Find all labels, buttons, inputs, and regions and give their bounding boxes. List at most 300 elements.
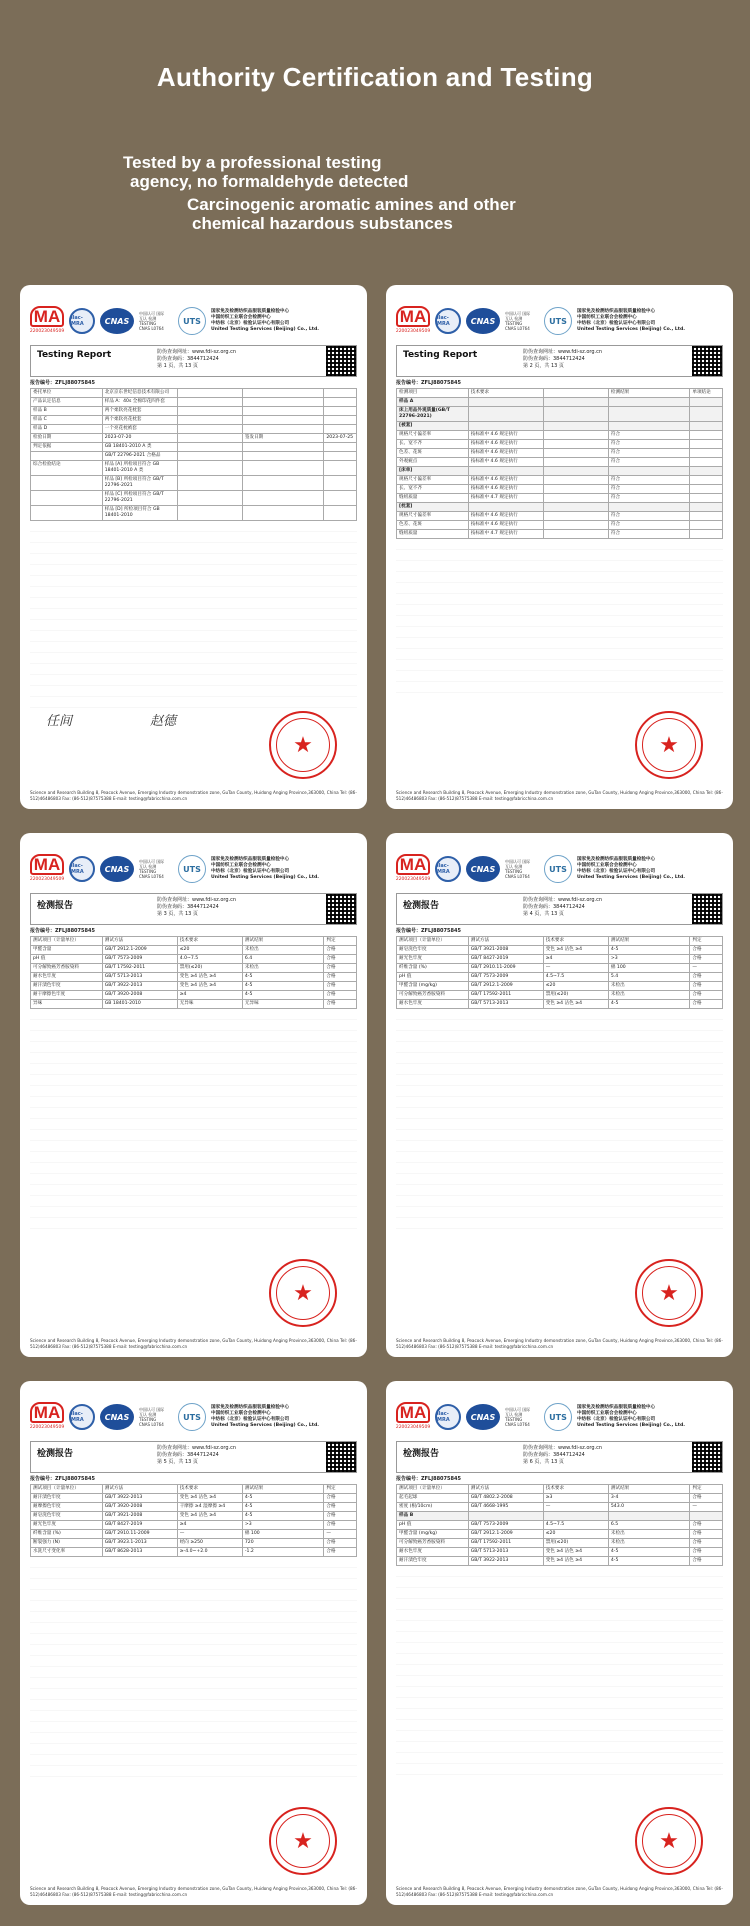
table-cell <box>608 398 690 407</box>
table-cell: GB/T 17592-2011 <box>468 1539 543 1548</box>
table-row <box>397 991 723 1000</box>
test-report-page <box>386 1381 733 1905</box>
table-cell: 符合 <box>608 458 690 467</box>
table-cell: 4-5 <box>608 1557 690 1566</box>
table-cell: 合格 <box>324 1000 357 1009</box>
testing-accreditation-text: 中国认可 国际互认 检测 TESTING CNAS L0764 <box>505 859 531 879</box>
table-cell: pH 值 <box>397 973 469 982</box>
table-cell: 样品 B <box>31 407 103 416</box>
table-cell: GB 18401-2010 A 类 <box>102 443 177 452</box>
table-cell <box>324 491 357 506</box>
table-cell: 按标准中 4.6 规定执行 <box>468 458 543 467</box>
table-row <box>31 1503 357 1512</box>
table-row <box>31 964 357 973</box>
table-cell: 规格尺寸偏差率 <box>397 431 469 440</box>
red-seal-stamp: ★ <box>269 1259 337 1327</box>
table-cell: 4-5 <box>242 991 324 1000</box>
table-cell: 检验日期 <box>31 434 103 443</box>
table-row <box>397 946 723 955</box>
table-cell: 测试方法 <box>468 1485 543 1494</box>
table-cell: ≤20 <box>177 946 242 955</box>
table-row <box>397 398 723 407</box>
results-table <box>30 936 357 1009</box>
table-cell: 合格 <box>324 991 357 1000</box>
table-cell <box>543 512 608 521</box>
table-cell: 合格 <box>324 1539 357 1548</box>
table-row <box>397 530 723 539</box>
table-cell: 测试方法 <box>102 937 177 946</box>
table-cell: 测试项目（计量单位） <box>397 1485 469 1494</box>
red-seal-stamp: ★ <box>635 1807 703 1875</box>
table-cell <box>324 461 357 476</box>
table-cell <box>31 452 103 461</box>
table-cell: 断裂强力 (N) <box>31 1539 103 1548</box>
table-cell <box>177 476 242 491</box>
table-cell: 合格 <box>324 1548 357 1557</box>
table-cell: 未检出 <box>608 1539 690 1548</box>
table-cell <box>177 461 242 476</box>
table-cell <box>543 503 608 512</box>
table-cell: 合格 <box>690 1530 723 1539</box>
table-cell: — <box>543 964 608 973</box>
table-row <box>31 476 357 491</box>
table-cell <box>608 503 690 512</box>
table-cell: 样品 [B] 所检项目符合 GB/T 22796-2021 <box>102 476 177 491</box>
report-footer: Science and Research Building 8, Peacock Avenue, Emerging Industry demonstration zone, GuTan County, Huidong Anging Province,363000, China Tel: (86-512)46486803 Fax: (86-512)87575388 E-mail: testing@fabricchina.com.cn <box>30 1338 357 1349</box>
table-row <box>31 1548 357 1557</box>
red-seal-stamp: ★ <box>269 1807 337 1875</box>
uts-logo: UTS <box>544 855 572 883</box>
table-cell: GB/T 8427-2019 <box>468 955 543 964</box>
report-footer: Science and Research Building 8, Peacock Avenue, Emerging Industry demonstration zone, GuTan County, Huidong Anging Province,363000, China Tel: (86-512)46486803 Fax: (86-512)87575388 E-mail: testing@fabricchina.com.cn <box>396 790 723 801</box>
table-cell: GB/T 4668-1995 <box>468 1503 543 1512</box>
table-cell <box>242 389 324 398</box>
table-cell: 按标准中 4.7 规定执行 <box>468 494 543 503</box>
table-cell: 缝纫质量 <box>397 530 469 539</box>
table-cell: ≥4 <box>543 955 608 964</box>
table-cell: 测试结果 <box>242 1485 324 1494</box>
table-cell: 床上用品外观质量(GB/T 22796-2021) <box>397 407 469 422</box>
table-cell: 检测结果 <box>608 389 690 398</box>
table-cell <box>324 506 357 521</box>
table-cell: 水洗尺寸变化率 <box>31 1548 103 1557</box>
organization-name: 国家免及检测纺织品服装质量检验中心 中国纺织工业联合会检测中心 中纺标（北京）检验认证中心有限公司 United Testing Services (Beijing) Co., Ltd. <box>577 1405 685 1428</box>
table-row <box>31 937 357 946</box>
table-cell: 4.5~7.5 <box>543 1521 608 1530</box>
report-title: Testing Report <box>37 350 112 360</box>
report-header <box>30 345 357 377</box>
table-cell: 签发日期 <box>242 434 324 443</box>
table-cell: 判定 <box>690 937 723 946</box>
table-cell <box>324 476 357 491</box>
testing-accreditation-text: 中国认可 国际互认 检测 TESTING CNAS L0764 <box>505 1407 531 1427</box>
table-cell: 综合检验结论 <box>31 461 103 476</box>
table-cell: 5.4 <box>608 973 690 982</box>
test-report-page <box>20 285 367 809</box>
table-cell: GB/T 3922-2013 <box>102 1494 177 1503</box>
table-cell <box>31 506 103 521</box>
table-row <box>397 449 723 458</box>
table-cell: >3 <box>242 1521 324 1530</box>
table-cell <box>690 449 723 458</box>
table-continuation <box>30 1557 357 1785</box>
table-row <box>397 407 723 422</box>
cnas-logo: CNAS <box>466 856 500 882</box>
table-cell <box>690 503 723 512</box>
table-cell: 6.4 <box>242 955 324 964</box>
table-cell <box>543 530 608 539</box>
table-cell: 干摩擦 ≥4 湿摩擦 ≥4 <box>177 1503 242 1512</box>
table-cell: 耐光色牢度 <box>397 955 469 964</box>
report-header <box>396 893 723 925</box>
table-cell: 合格 <box>690 946 723 955</box>
test-report-page <box>386 285 733 809</box>
table-cell: 符合 <box>608 431 690 440</box>
qr-code <box>326 1442 356 1472</box>
table-cell: 甲醛含量 (mg/kg) <box>397 1530 469 1539</box>
table-cell: 6.5 <box>608 1521 690 1530</box>
table-cell: 甲醛含量 <box>31 946 103 955</box>
table-cell: ≥-4.0~+2.0 <box>177 1548 242 1557</box>
table-cell: 4-5 <box>242 1512 324 1521</box>
uts-logo: UTS <box>178 855 206 883</box>
table-cell: 543.0 <box>608 1503 690 1512</box>
ilac-mra-logo: ilac-MRA <box>435 856 461 882</box>
table-cell <box>242 461 324 476</box>
table-row <box>397 1503 723 1512</box>
table-cell: 变色 ≥4 沾色 ≥4 <box>543 1557 608 1566</box>
report-footer: Science and Research Building 8, Peacock Avenue, Emerging Industry demonstration zone, GuTan County, Huidong Anging Province,363000, China Tel: (86-512)46486803 Fax: (86-512)87575388 E-mail: testing@fabricchina.com.cn <box>30 1886 357 1897</box>
table-cell: 变色 ≥4 沾色 ≥4 <box>177 1512 242 1521</box>
table-cell: ≤20 <box>543 982 608 991</box>
table-cell: 测试结果 <box>242 937 324 946</box>
table-cell <box>31 491 103 506</box>
qr-code <box>326 894 356 924</box>
table-cell <box>543 485 608 494</box>
table-cell <box>468 503 543 512</box>
table-cell <box>543 440 608 449</box>
table-cell: 缝纫质量 <box>397 494 469 503</box>
table-cell: 测试结果 <box>608 937 690 946</box>
report-title: 检测报告 <box>37 901 74 911</box>
table-cell: ≤20 <box>543 1530 608 1539</box>
table-cell: GB/T 2912.1-2009 <box>102 946 177 955</box>
table-cell <box>608 407 690 422</box>
ilac-mra-logo: ilac-MRA <box>69 1404 95 1430</box>
table-cell <box>690 485 723 494</box>
table-cell: 耐光色牢度 <box>31 1521 103 1530</box>
table-row <box>397 422 723 431</box>
table-cell: 样品 B <box>397 1512 469 1521</box>
table-row <box>397 389 723 398</box>
table-cell: — <box>690 964 723 973</box>
table-cell: 北京京东世纪信息技术有限公司 <box>102 389 177 398</box>
cnas-logo: CNAS <box>100 1404 134 1430</box>
ilac-mra-logo: ilac-MRA <box>69 856 95 882</box>
table-cell: 耐汗渍色牢度 <box>397 1557 469 1566</box>
ma-logo: MA 220023049509 <box>29 1403 65 1430</box>
table-row <box>31 416 357 425</box>
table-cell: 可分解致癌芳香胺染料 <box>397 991 469 1000</box>
table-cell: GB/T 7573-2009 <box>102 955 177 964</box>
table-cell: GB/T 3922-2013 <box>468 1557 543 1566</box>
table-cell: GB/T 3920-2008 <box>102 1503 177 1512</box>
table-cell: 测试项目（计量单位） <box>31 1485 103 1494</box>
table-cell <box>177 398 242 407</box>
table-cell <box>324 398 357 407</box>
results-table <box>30 388 357 521</box>
table-cell: 变色 ≥4 沾色 ≥4 <box>177 982 242 991</box>
table-row <box>397 964 723 973</box>
report-number: 报告编号：ZFLJ88075845 <box>30 1476 95 1482</box>
table-cell <box>324 452 357 461</box>
hero-line-1: Tested by a professional testing <box>123 153 382 172</box>
qr-code <box>692 346 722 376</box>
table-cell <box>324 416 357 425</box>
table-cell: 合格 <box>324 955 357 964</box>
table-cell <box>177 452 242 461</box>
table-cell <box>543 398 608 407</box>
ma-logo: MA 220023049509 <box>29 307 65 334</box>
report-title: 检测报告 <box>37 1449 74 1459</box>
report-meta: 防伪查询网址：www.fdi-sz.org.cn 防伪查询码：3844712424 第 5 页，共 13 页 <box>157 1445 237 1465</box>
table-cell: 3-4 <box>608 1494 690 1503</box>
table-cell: 可分解致癌芳香胺染料 <box>31 964 103 973</box>
table-cell <box>468 407 543 422</box>
table-cell: 未检出 <box>608 991 690 1000</box>
table-cell: 规格尺寸偏差率 <box>397 512 469 521</box>
table-cell: 变色 ≥4 沾色 ≥4 <box>543 1548 608 1557</box>
table-cell: GB/T 2912.1-2009 <box>468 982 543 991</box>
red-seal-stamp: ★ <box>269 711 337 779</box>
table-row <box>31 1512 357 1521</box>
table-cell <box>31 476 103 491</box>
table-cell: 纤维含量 (%) <box>31 1530 103 1539</box>
table-cell <box>242 443 324 452</box>
testing-accreditation-text: 中国认可 国际互认 检测 TESTING CNAS L0764 <box>505 311 531 331</box>
hero-line-2: agency, no formaldehyde detected <box>130 172 409 191</box>
table-cell: 符合 <box>608 530 690 539</box>
table-row <box>397 503 723 512</box>
table-cell: 4-5 <box>242 973 324 982</box>
table-cell: 符合 <box>608 440 690 449</box>
table-cell: 耐水色牢度 <box>397 1000 469 1009</box>
test-report-page <box>386 833 733 1357</box>
table-cell: 符合 <box>608 449 690 458</box>
certification-logos <box>396 851 723 887</box>
table-row <box>31 1521 357 1530</box>
cnas-logo: CNAS <box>466 1404 500 1430</box>
table-cell <box>543 1512 608 1521</box>
report-number: 报告编号：ZFLJ88075845 <box>396 380 461 386</box>
table-cell: 判定 <box>324 937 357 946</box>
report-number: 报告编号：ZFLJ88075845 <box>396 928 461 934</box>
table-cell <box>324 407 357 416</box>
table-cell <box>543 407 608 422</box>
ma-logo: MA 220023049509 <box>395 307 431 334</box>
table-cell: 4-5 <box>608 946 690 955</box>
certification-logos <box>396 1399 723 1435</box>
table-cell: 按标准中 4.7 规定执行 <box>468 530 543 539</box>
table-cell <box>242 416 324 425</box>
table-cell <box>468 1512 543 1521</box>
table-cell <box>543 422 608 431</box>
certification-logos <box>30 1399 357 1435</box>
table-cell: 4-5 <box>242 982 324 991</box>
report-title: 检测报告 <box>403 1449 440 1459</box>
table-cell <box>690 431 723 440</box>
ilac-mra-logo: ilac-MRA <box>69 308 95 334</box>
table-row <box>397 512 723 521</box>
table-cell: 变色 ≥4 沾色 ≥4 <box>177 973 242 982</box>
qr-code <box>692 1442 722 1472</box>
table-cell: GB/T 3920-2008 <box>102 991 177 1000</box>
table-cell: 按标准中 4.6 规定执行 <box>468 485 543 494</box>
table-cell: 未检出 <box>608 982 690 991</box>
table-row <box>31 434 357 443</box>
table-cell: GB/T 3923.1-2013 <box>102 1539 177 1548</box>
table-cell: 检测项目 <box>397 389 469 398</box>
table-cell: 按标准中 4.6 规定执行 <box>468 521 543 530</box>
table-cell <box>324 425 357 434</box>
table-cell: GB/T 3922-2013 <box>102 982 177 991</box>
ma-logo: MA 220023049509 <box>395 855 431 882</box>
table-cell: 合格 <box>690 991 723 1000</box>
organization-name: 国家免及检测纺织品服装质量检验中心 中国纺织工业联合会检测中心 中纺标（北京）检验认证中心有限公司 United Testing Services (Beijing) Co., Ltd. <box>577 309 685 332</box>
table-cell: 合格 <box>324 1512 357 1521</box>
table-cell: 耐水色牢度 <box>397 1548 469 1557</box>
report-number: 报告编号：ZFLJ88075845 <box>30 928 95 934</box>
report-meta: 防伪查询网址：www.fdi-sz.org.cn 防伪查询码：3844712424 第 4 页，共 13 页 <box>523 897 603 917</box>
table-cell: 色差、花斑 <box>397 521 469 530</box>
table-cell: 可分解致癌芳香胺染料 <box>397 1539 469 1548</box>
table-cell: pH 值 <box>397 1521 469 1530</box>
table-row <box>397 494 723 503</box>
table-cell: GB/T 2910.11-2009 <box>102 1530 177 1539</box>
red-seal-stamp: ★ <box>635 1259 703 1327</box>
certification-logos <box>30 303 357 339</box>
table-cell <box>242 452 324 461</box>
table-cell <box>177 416 242 425</box>
table-cell: 合格 <box>324 964 357 973</box>
table-cell: 合格 <box>324 1494 357 1503</box>
table-cell <box>543 521 608 530</box>
table-cell <box>324 389 357 398</box>
table-cell: 一个亮花枕被套 <box>102 425 177 434</box>
table-row <box>397 1539 723 1548</box>
organization-name: 国家免及检测纺织品服装质量检验中心 中国纺织工业联合会检测中心 中纺标（北京）检验认证中心有限公司 United Testing Services (Beijing) Co., Ltd. <box>211 857 319 880</box>
table-cell: GB/T 7573-2009 <box>468 973 543 982</box>
table-cell: 委托单位 <box>31 389 103 398</box>
table-cell: 样品 A：40s 全棉印花四件套 <box>102 398 177 407</box>
table-cell <box>468 467 543 476</box>
cnas-logo: CNAS <box>100 856 134 882</box>
table-cell: GB/T 8427-2019 <box>102 1521 177 1530</box>
table-cell: 耐皂洗色牢度 <box>397 946 469 955</box>
table-cell: 技术要求 <box>177 1485 242 1494</box>
table-cell: 合格 <box>324 973 357 982</box>
table-cell <box>690 422 723 431</box>
table-cell: 合格 <box>324 946 357 955</box>
table-cell <box>690 398 723 407</box>
uts-logo: UTS <box>178 1403 206 1431</box>
table-row <box>397 937 723 946</box>
table-cell: 判定依据 <box>31 443 103 452</box>
table-cell <box>543 431 608 440</box>
table-row <box>31 443 357 452</box>
table-cell: 经向 ≥250 <box>177 1539 242 1548</box>
table-cell: 4-5 <box>608 1548 690 1557</box>
table-cell: 判定 <box>690 1485 723 1494</box>
table-row <box>31 389 357 398</box>
table-cell <box>543 458 608 467</box>
table-cell: — <box>543 1503 608 1512</box>
table-cell: 合格 <box>690 982 723 991</box>
uts-logo: UTS <box>178 307 206 335</box>
table-cell: 色差、花斑 <box>397 449 469 458</box>
report-number: 报告编号：ZFLJ88075845 <box>30 380 95 386</box>
table-cell: 合格 <box>690 1000 723 1009</box>
report-meta: 防伪查询网址：www.fdi-sz.org.cn 防伪查询码：3844712424 第 6 页，共 13 页 <box>523 1445 603 1465</box>
table-cell: 2023-07-25 <box>324 434 357 443</box>
table-cell <box>543 389 608 398</box>
table-cell: 符合 <box>608 476 690 485</box>
table-cell: 合格 <box>690 955 723 964</box>
table-row <box>31 1000 357 1009</box>
table-cell: 按标准中 4.6 规定执行 <box>468 476 543 485</box>
table-cell: 按标准中 4.6 规定执行 <box>468 431 543 440</box>
table-row <box>31 491 357 506</box>
table-cell <box>690 440 723 449</box>
red-seal-stamp: ★ <box>635 711 703 779</box>
table-cell: 技术要求 <box>177 937 242 946</box>
report-footer: Science and Research Building 8, Peacock Avenue, Emerging Industry demonstration zone, GuTan County, Huidong Anging Province,363000, China Tel: (86-512)46486803 Fax: (86-512)87575388 E-mail: testing@fabricchina.com.cn <box>30 790 357 801</box>
report-meta: 防伪查询网址：www.fdi-sz.org.cn 防伪查询码：3844712424 第 3 页，共 13 页 <box>157 897 237 917</box>
table-cell: [枕套] <box>397 503 469 512</box>
table-cell <box>690 521 723 530</box>
table-row <box>397 1530 723 1539</box>
table-cell: 4-5 <box>242 1503 324 1512</box>
organization-name: 国家免及检测纺织品服装质量检验中心 中国纺织工业联合会检测中心 中纺标（北京）检验认证中心有限公司 United Testing Services (Beijing) Co., Ltd. <box>211 1405 319 1428</box>
table-cell: GB/T 5713-2013 <box>102 973 177 982</box>
certification-logos <box>30 851 357 887</box>
table-cell <box>543 494 608 503</box>
report-title: 检测报告 <box>403 901 440 911</box>
ma-logo: MA 220023049509 <box>395 1403 431 1430</box>
table-cell: 测试方法 <box>468 937 543 946</box>
table-cell: 耐汗渍色牢度 <box>31 982 103 991</box>
table-cell: 按标准中 4.6 规定执行 <box>468 512 543 521</box>
cnas-logo: CNAS <box>100 308 134 334</box>
table-cell: 外观疵点 <box>397 458 469 467</box>
table-continuation <box>396 539 723 695</box>
table-row <box>397 1485 723 1494</box>
table-cell: 无异味 <box>177 1000 242 1009</box>
table-row <box>397 458 723 467</box>
table-cell: 合格 <box>690 1548 723 1557</box>
table-cell: — <box>690 1503 723 1512</box>
table-cell <box>543 449 608 458</box>
table-cell: 合格 <box>324 1503 357 1512</box>
table-cell: ≥4 <box>177 991 242 1000</box>
table-row <box>397 1521 723 1530</box>
table-cell: >3 <box>608 955 690 964</box>
table-row <box>31 425 357 434</box>
table-cell: 棉 100 <box>608 964 690 973</box>
table-cell: 样品 C <box>31 416 103 425</box>
table-cell: 纤维含量 (%) <box>397 964 469 973</box>
table-cell: GB/T 5713-2013 <box>468 1000 543 1009</box>
